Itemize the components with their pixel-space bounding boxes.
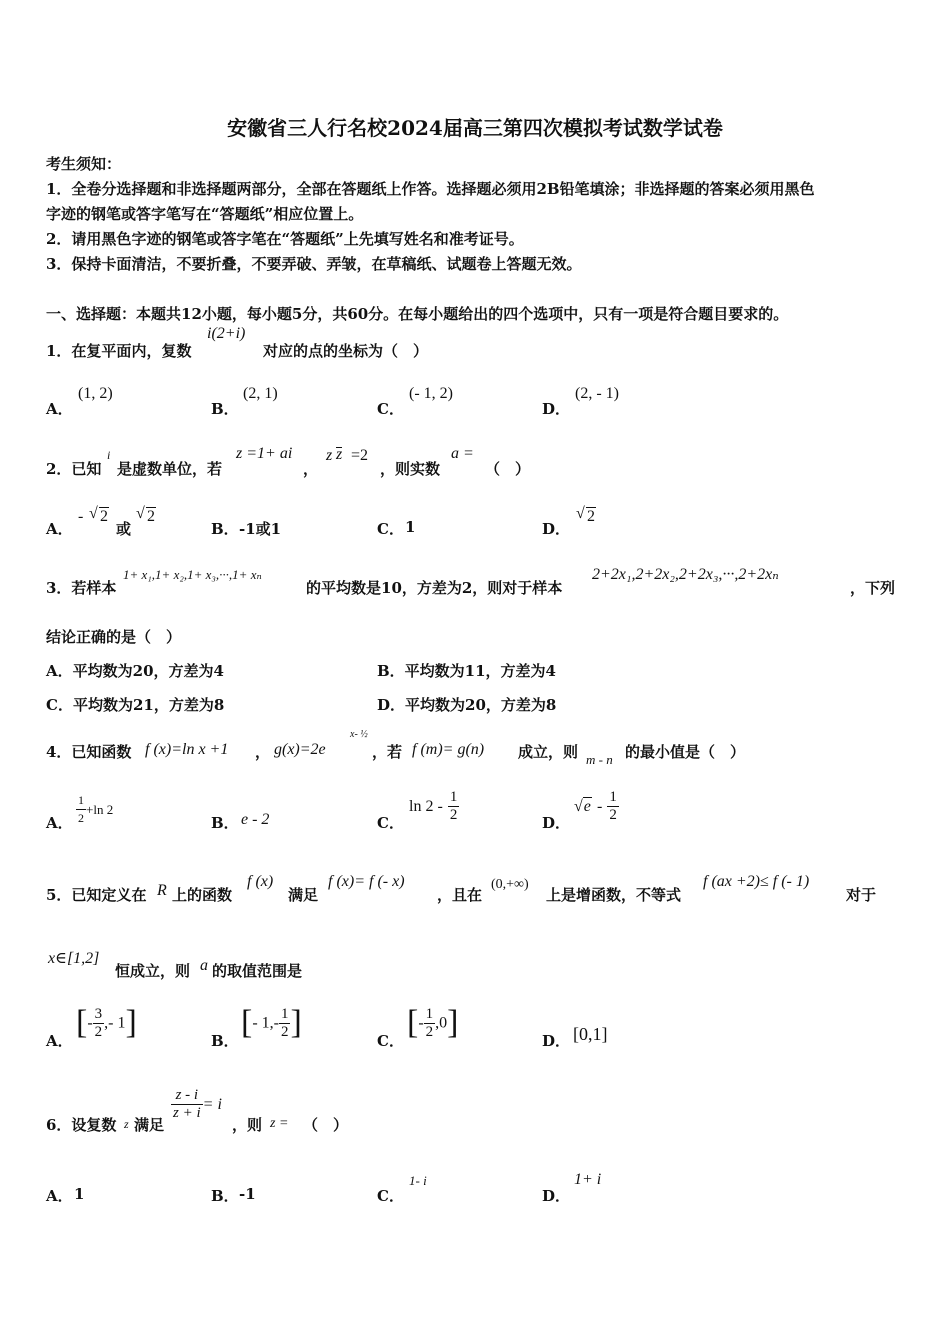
q4-option-a-label: A． — [46, 814, 73, 832]
q1-option-a: (1, 2) — [78, 385, 113, 402]
q2-eq-zbar: z — [336, 446, 343, 463]
q2-option-d-label: D． — [542, 520, 571, 538]
q6-equation: $\frac{z - i}{z + i}$ = i — [173, 1087, 222, 1121]
q6-option-b-label: B． — [211, 1187, 239, 1205]
exam-title: 安徽省三人行名校2024届高三第四次模拟考试数学试卷 — [227, 116, 723, 140]
q5-option-c-label: C． — [377, 1032, 404, 1050]
q2-option-b: -1或1 — [239, 520, 282, 538]
notice-item-3: 3．保持卡面清洁，不要折叠，不要弄破、弄皱，在草稿纸、试题卷上答题无效。 — [46, 255, 582, 273]
q1-option-c: (- 1, 2) — [409, 385, 453, 402]
q3-sample-2: 2+2x₁,2+2x₂,2+2x₃,···,2+2xₙ — [592, 566, 779, 583]
q4-g-exponent: x- ½ — [350, 729, 368, 740]
q1-option-b-label: B． — [211, 400, 239, 418]
q5-stem-2: 上的函数 — [172, 886, 233, 904]
notice-item-1-cont: 字迹的钢笔或答字笔写在“答题纸”相应位置上。 — [46, 205, 364, 223]
q3-stem-1: 3．若样本 — [46, 579, 117, 597]
q5-option-d-label: D． — [542, 1032, 571, 1050]
q2-imag-unit: i — [107, 448, 111, 462]
q6-stem-3: ，则 — [232, 1116, 263, 1134]
q3-option-c: C．平均数为21，方差为8 — [46, 696, 225, 714]
q2-option-a-radicand-1: 2 — [100, 508, 108, 525]
q1-expression: i(2+i) — [207, 325, 246, 342]
q4-option-d-label: D． — [542, 814, 571, 832]
notice-item-2: 2．请用黑色字迹的钢笔或答字笔在“答题纸”上先填写姓名和准考证号。 — [46, 230, 524, 248]
q3-stem-4: 结论正确的是（ ） — [46, 628, 182, 646]
q2-stem-2: 是虚数单位，若 — [117, 460, 223, 478]
q1-stem-pre: 1．在复平面内，复数 — [46, 342, 192, 360]
q2-var-a: a = — [451, 445, 474, 462]
q5-stem-5: 上是增函数，不等式 — [546, 886, 682, 904]
q4-m-minus-n: m - n — [586, 752, 613, 767]
q5-var-a: a — [200, 957, 208, 974]
q1-option-d: (2, - 1) — [575, 385, 619, 402]
q5-stem-1: 5．已知定义在 — [46, 886, 147, 904]
q4-stem-4: 的最小值是（ ） — [625, 743, 746, 761]
q2-option-a-radicand-2: 2 — [147, 508, 155, 525]
q6-var-z: z — [124, 1117, 129, 1131]
q6-option-a: 1 — [74, 1185, 85, 1203]
notice-heading: 考生须知： — [46, 155, 122, 173]
q3-option-a: A．平均数为20，方差为4 — [46, 662, 224, 680]
q3-option-d: D．平均数为20，方差为8 — [377, 696, 557, 714]
q3-sample-1: 1+ x₁,1+ x₂,1+ x₃,···,1+ xₙ — [123, 567, 262, 582]
q6-stem-4: （ ） — [303, 1116, 349, 1134]
q5-stem-3: 满足 — [288, 886, 319, 904]
q5-interval: (0,+∞) — [491, 877, 529, 892]
q5-option-a-label: A． — [46, 1032, 73, 1050]
q2-option-a-sqrt-icon-2: √ — [136, 505, 145, 522]
q4-option-b: e - 2 — [241, 811, 270, 828]
q4-option-a-fraction: $\frac{1}{2}$ — [78, 793, 84, 825]
q5-option-d: [0,1] — [573, 1024, 608, 1044]
q5-stem-8: 的取值范围是 — [212, 962, 303, 980]
q1-option-c-label: C． — [377, 400, 404, 418]
q2-option-a-sqrt-icon: √ — [89, 505, 98, 522]
q6-z-eq: z = — [270, 1116, 289, 1131]
q5-stem-7: 恒成立，则 — [115, 962, 191, 980]
q4-option-c-fraction: $\frac{1}{2}$ — [449, 789, 458, 823]
q4-option-c: ln 2 - $\frac{1}{2}$ — [409, 789, 458, 823]
q2-stem-1: 2．已知 — [46, 460, 102, 478]
q4-comma: ， — [255, 743, 271, 761]
q4-g-def: g(x)=2e — [274, 741, 326, 758]
q5-stem-4: ，且在 — [437, 886, 483, 904]
q4-option-d: √e - $\frac{1}{2}$ — [574, 789, 617, 823]
q2-eq-z: z =1+ ai — [236, 445, 293, 462]
q5-option-a: [- $\frac{3}{2}$ ,- 1] — [76, 1004, 137, 1041]
q5-option-c: [- $\frac{1}{2}$ ,0] — [407, 1004, 459, 1041]
q1-stem-post: 对应的点的坐标为（ ） — [263, 342, 429, 360]
q4-option-d-sqrt-icon: √ — [574, 798, 583, 815]
q3-stem-2: 的平均数是10，方差为2，则对于样本 — [306, 579, 563, 597]
q2-option-b-label: B． — [211, 520, 239, 538]
q5-inequality: f (ax +2)≤ f (- 1) — [703, 873, 810, 890]
q2-option-c: 1 — [405, 518, 416, 536]
q3-stem-3: ，下列 — [850, 579, 896, 597]
q4-stem-3: 成立，则 — [518, 743, 579, 761]
q6-option-a-label: A． — [46, 1187, 73, 1205]
q5-R: R — [157, 882, 167, 899]
q3-option-b: B．平均数为11，方差为4 — [377, 662, 556, 680]
q6-option-c: 1- i — [409, 1173, 427, 1188]
q2-option-a-label: A． — [46, 520, 73, 538]
q4-option-a: $\frac{1}{2}$ +ln 2 — [78, 793, 114, 825]
q1-option-a-label: A． — [46, 400, 73, 418]
q5-option-b: [- 1,- $\frac{1}{2}$ ] — [241, 1004, 302, 1041]
q2-stem-4: （ ） — [485, 460, 531, 478]
q5-x-range: x∈[1,2] — [48, 950, 100, 967]
q6-stem-2: 满足 — [134, 1116, 165, 1134]
q2-option-a-or: 或 — [116, 520, 132, 538]
q2-option-d-radicand: 2 — [587, 508, 595, 525]
q4-condition: f (m)= g(n) — [412, 741, 485, 758]
q2-option-c-label: C． — [377, 520, 404, 538]
q6-fraction: $\frac{z - i}{z + i}$ — [173, 1087, 201, 1121]
q2-option-a-minus: - — [78, 508, 84, 525]
q4-option-d-fraction: $\frac{1}{2}$ — [609, 789, 617, 823]
q2-option-d-sqrt-icon: √ — [576, 505, 585, 522]
q4-option-b-label: B． — [211, 814, 239, 832]
q5-symmetry: f (x)= f (- x) — [328, 873, 405, 890]
q5-stem-6: 对于 — [846, 886, 877, 904]
section-heading: 一、选择题：本题共12小题，每小题5分，共60分。在每小题给出的四个选项中，只有一项是符合题目要求的。 — [46, 305, 789, 323]
q2-comma: ， — [303, 460, 319, 478]
q1-option-d-label: D． — [542, 400, 571, 418]
q5-option-b-label: B． — [211, 1032, 239, 1050]
notice-item-1: 1．全卷分选择题和非选择题两部分，全部在答题纸上作答。选择题必须用2B铅笔填涂；非选择题的答案必须用黑色 — [46, 180, 815, 198]
q6-option-d: 1+ i — [574, 1171, 602, 1188]
q4-stem-1: 4．已知函数 — [46, 743, 132, 761]
q2-stem-3: ，则实数 — [380, 460, 441, 478]
q6-option-d-label: D． — [542, 1187, 571, 1205]
q4-f-def: f (x)=ln x +1 — [145, 741, 229, 758]
q2-eq-zzbar-z: z — [326, 447, 333, 464]
q2-eq-value: =2 — [351, 447, 369, 464]
q4-option-c-label: C． — [377, 814, 404, 832]
q6-option-c-label: C． — [377, 1187, 404, 1205]
q6-stem-1: 6．设复数 — [46, 1116, 117, 1134]
q5-fx: f (x) — [247, 873, 274, 890]
q6-option-b: -1 — [239, 1185, 256, 1203]
q4-stem-2: ，若 — [372, 743, 403, 761]
q1-option-b: (2, 1) — [243, 385, 278, 402]
